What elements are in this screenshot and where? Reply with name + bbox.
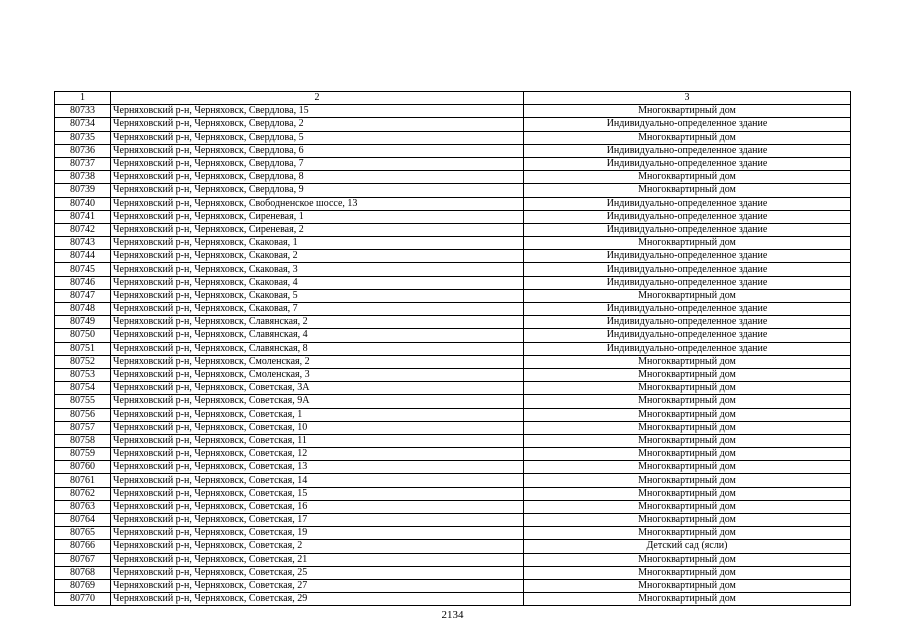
address-cell: Черняховский р-н, Черняховск, Советская, 19 bbox=[111, 527, 524, 540]
record-number-cell: 80768 bbox=[55, 566, 111, 579]
address-cell: Черняховский р-н, Черняховск, Смоленская, 2 bbox=[111, 355, 524, 368]
address-cell: Черняховский р-н, Черняховск, Советская, 25 bbox=[111, 566, 524, 579]
table-row bbox=[55, 144, 851, 157]
column-number-1: 1 bbox=[55, 92, 111, 105]
building-type-cell: Индивидуально-определенное здание bbox=[524, 276, 851, 289]
table-row bbox=[55, 566, 851, 579]
building-type-cell: Многоквартирный дом bbox=[524, 566, 851, 579]
record-number-cell: 80742 bbox=[55, 223, 111, 236]
building-type-cell: Многоквартирный дом bbox=[524, 289, 851, 302]
record-number-cell: 80751 bbox=[55, 342, 111, 355]
address-cell: Черняховский р-н, Черняховск, Скаковая, 7 bbox=[111, 303, 524, 316]
address-cell: Черняховский р-н, Черняховск, Советская, 14 bbox=[111, 474, 524, 487]
record-number-cell: 80749 bbox=[55, 316, 111, 329]
table-row bbox=[55, 368, 851, 381]
table-row bbox=[55, 276, 851, 289]
record-number-cell: 80757 bbox=[55, 421, 111, 434]
table-row bbox=[55, 448, 851, 461]
building-type-cell: Многоквартирный дом bbox=[524, 527, 851, 540]
address-cell: Черняховский р-н, Черняховск, Советская, 17 bbox=[111, 514, 524, 527]
table-row bbox=[55, 131, 851, 144]
record-number-cell: 80755 bbox=[55, 395, 111, 408]
table-row bbox=[55, 540, 851, 553]
record-number-cell: 80763 bbox=[55, 500, 111, 513]
record-number-cell: 80744 bbox=[55, 250, 111, 263]
record-number-cell: 80756 bbox=[55, 408, 111, 421]
table-row bbox=[55, 553, 851, 566]
building-type-cell: Многоквартирный дом bbox=[524, 448, 851, 461]
address-cell: Черняховский р-н, Черняховск, Советская, 21 bbox=[111, 553, 524, 566]
address-cell: Черняховский р-н, Черняховск, Советская, 29 bbox=[111, 593, 524, 606]
table-row bbox=[55, 434, 851, 447]
table-row bbox=[55, 355, 851, 368]
table-row bbox=[55, 210, 851, 223]
table-row bbox=[55, 237, 851, 250]
table-row bbox=[55, 197, 851, 210]
address-cell: Черняховский р-н, Черняховск, Советская, 3А bbox=[111, 382, 524, 395]
building-type-cell: Многоквартирный дом bbox=[524, 474, 851, 487]
table-row bbox=[55, 474, 851, 487]
building-type-cell: Многоквартирный дом bbox=[524, 105, 851, 118]
address-cell: Черняховский р-н, Черняховск, Советская, 16 bbox=[111, 500, 524, 513]
address-cell: Черняховский р-н, Черняховск, Свердлова, 15 bbox=[111, 105, 524, 118]
record-number-cell: 80765 bbox=[55, 527, 111, 540]
building-type-cell: Многоквартирный дом bbox=[524, 131, 851, 144]
address-cell: Черняховский р-н, Черняховск, Советская, 1 bbox=[111, 408, 524, 421]
table-row bbox=[55, 487, 851, 500]
building-type-cell: Индивидуально-определенное здание bbox=[524, 197, 851, 210]
table-row bbox=[55, 118, 851, 131]
record-number-cell: 80767 bbox=[55, 553, 111, 566]
building-type-cell: Многоквартирный дом bbox=[524, 184, 851, 197]
table-row bbox=[55, 263, 851, 276]
registry-table bbox=[54, 91, 851, 606]
table-row bbox=[55, 316, 851, 329]
building-type-cell: Индивидуально-определенное здание bbox=[524, 329, 851, 342]
table-row bbox=[55, 289, 851, 302]
address-cell: Черняховский р-н, Черняховск, Советская, 15 bbox=[111, 487, 524, 500]
building-type-cell: Индивидуально-определенное здание bbox=[524, 316, 851, 329]
building-type-cell: Многоквартирный дом bbox=[524, 395, 851, 408]
record-number-cell: 80759 bbox=[55, 448, 111, 461]
registry-table-body bbox=[55, 92, 851, 606]
building-type-cell: Индивидуально-определенное здание bbox=[524, 210, 851, 223]
building-type-cell: Многоквартирный дом bbox=[524, 421, 851, 434]
table-row bbox=[55, 500, 851, 513]
address-cell: Черняховский р-н, Черняховск, Свердлова, 7 bbox=[111, 157, 524, 170]
table-row bbox=[55, 223, 851, 236]
record-number-cell: 80770 bbox=[55, 593, 111, 606]
record-number-cell: 80750 bbox=[55, 329, 111, 342]
table-row bbox=[55, 421, 851, 434]
building-type-cell: Многоквартирный дом bbox=[524, 487, 851, 500]
table-row bbox=[55, 342, 851, 355]
building-type-cell: Многоквартирный дом bbox=[524, 553, 851, 566]
building-type-cell: Многоквартирный дом bbox=[524, 593, 851, 606]
building-type-cell: Многоквартирный дом bbox=[524, 434, 851, 447]
record-number-cell: 80769 bbox=[55, 579, 111, 592]
building-type-cell: Индивидуально-определенное здание bbox=[524, 303, 851, 316]
record-number-cell: 80747 bbox=[55, 289, 111, 302]
record-number-cell: 80736 bbox=[55, 144, 111, 157]
address-cell: Черняховский р-н, Черняховск, Скаковая, 4 bbox=[111, 276, 524, 289]
address-cell: Черняховский р-н, Черняховск, Советская, 27 bbox=[111, 579, 524, 592]
table-row bbox=[55, 593, 851, 606]
record-number-cell: 80743 bbox=[55, 237, 111, 250]
table-row bbox=[55, 157, 851, 170]
building-type-cell: Детский сад (ясли) bbox=[524, 540, 851, 553]
address-cell: Черняховский р-н, Черняховск, Советская, 12 bbox=[111, 448, 524, 461]
record-number-cell: 80733 bbox=[55, 105, 111, 118]
building-type-cell: Многоквартирный дом bbox=[524, 514, 851, 527]
record-number-cell: 80761 bbox=[55, 474, 111, 487]
record-number-cell: 80766 bbox=[55, 540, 111, 553]
address-cell: Черняховский р-н, Черняховск, Советская, 11 bbox=[111, 434, 524, 447]
building-type-cell: Индивидуально-определенное здание bbox=[524, 157, 851, 170]
address-cell: Черняховский р-н, Черняховск, Скаковая, 1 bbox=[111, 237, 524, 250]
table-row bbox=[55, 303, 851, 316]
record-number-cell: 80754 bbox=[55, 382, 111, 395]
record-number-cell: 80740 bbox=[55, 197, 111, 210]
table-row bbox=[55, 461, 851, 474]
building-type-cell: Индивидуально-определенное здание bbox=[524, 223, 851, 236]
address-cell: Черняховский р-н, Черняховск, Скаковая, 2 bbox=[111, 250, 524, 263]
address-cell: Черняховский р-н, Черняховск, Советская, 9А bbox=[111, 395, 524, 408]
building-type-cell: Многоквартирный дом bbox=[524, 408, 851, 421]
building-type-cell: Индивидуально-определенное здание bbox=[524, 250, 851, 263]
building-type-cell: Индивидуально-определенное здание bbox=[524, 342, 851, 355]
address-cell: Черняховский р-н, Черняховск, Скаковая, 3 bbox=[111, 263, 524, 276]
record-number-cell: 80752 bbox=[55, 355, 111, 368]
address-cell: Черняховский р-н, Черняховск, Сиреневая, 2 bbox=[111, 223, 524, 236]
address-cell: Черняховский р-н, Черняховск, Скаковая, 5 bbox=[111, 289, 524, 302]
address-cell: Черняховский р-н, Черняховск, Советская, 10 bbox=[111, 421, 524, 434]
building-type-cell: Многоквартирный дом bbox=[524, 237, 851, 250]
address-cell: Черняховский р-н, Черняховск, Славянская, 4 bbox=[111, 329, 524, 342]
building-type-cell: Многоквартирный дом bbox=[524, 355, 851, 368]
record-number-cell: 80753 bbox=[55, 368, 111, 381]
table-row bbox=[55, 329, 851, 342]
table-row bbox=[55, 408, 851, 421]
address-cell: Черняховский р-н, Черняховск, Свободненское шоссе, 13 bbox=[111, 197, 524, 210]
column-number-3: 3 bbox=[524, 92, 851, 105]
page-number: 2134 bbox=[441, 609, 464, 621]
building-type-cell: Многоквартирный дом bbox=[524, 171, 851, 184]
table-row bbox=[55, 250, 851, 263]
table-row bbox=[55, 382, 851, 395]
record-number-cell: 80737 bbox=[55, 157, 111, 170]
address-cell: Черняховский р-н, Черняховск, Советская, 2 bbox=[111, 540, 524, 553]
building-type-cell: Индивидуально-определенное здание bbox=[524, 144, 851, 157]
record-number-cell: 80764 bbox=[55, 514, 111, 527]
building-type-cell: Многоквартирный дом bbox=[524, 579, 851, 592]
address-cell: Черняховский р-н, Черняховск, Советская, 13 bbox=[111, 461, 524, 474]
record-number-cell: 80758 bbox=[55, 434, 111, 447]
record-number-cell: 80738 bbox=[55, 171, 111, 184]
table-row bbox=[55, 579, 851, 592]
table-row bbox=[55, 105, 851, 118]
building-type-cell: Многоквартирный дом bbox=[524, 461, 851, 474]
address-cell: Черняховский р-н, Черняховск, Свердлова, 5 bbox=[111, 131, 524, 144]
building-type-cell: Индивидуально-определенное здание bbox=[524, 118, 851, 131]
address-cell: Черняховский р-н, Черняховск, Свердлова, 2 bbox=[111, 118, 524, 131]
table-row bbox=[55, 395, 851, 408]
address-cell: Черняховский р-н, Черняховск, Свердлова, 9 bbox=[111, 184, 524, 197]
address-cell: Черняховский р-н, Черняховск, Свердлова, 8 bbox=[111, 171, 524, 184]
column-number-2: 2 bbox=[111, 92, 524, 105]
address-cell: Черняховский р-н, Черняховск, Сиреневая, 1 bbox=[111, 210, 524, 223]
building-type-cell: Многоквартирный дом bbox=[524, 368, 851, 381]
record-number-cell: 80741 bbox=[55, 210, 111, 223]
building-type-cell: Многоквартирный дом bbox=[524, 382, 851, 395]
address-cell: Черняховский р-н, Черняховск, Свердлова, 6 bbox=[111, 144, 524, 157]
record-number-cell: 80748 bbox=[55, 303, 111, 316]
table-row bbox=[55, 527, 851, 540]
table-row bbox=[55, 171, 851, 184]
table-row bbox=[55, 184, 851, 197]
record-number-cell: 80746 bbox=[55, 276, 111, 289]
record-number-cell: 80760 bbox=[55, 461, 111, 474]
building-type-cell: Индивидуально-определенное здание bbox=[524, 263, 851, 276]
column-number-row bbox=[55, 92, 851, 105]
record-number-cell: 80734 bbox=[55, 118, 111, 131]
record-number-cell: 80735 bbox=[55, 131, 111, 144]
address-cell: Черняховский р-н, Черняховск, Славянская, 8 bbox=[111, 342, 524, 355]
building-type-cell: Многоквартирный дом bbox=[524, 500, 851, 513]
record-number-cell: 80762 bbox=[55, 487, 111, 500]
record-number-cell: 80739 bbox=[55, 184, 111, 197]
address-cell: Черняховский р-н, Черняховск, Смоленская, 3 bbox=[111, 368, 524, 381]
table-row bbox=[55, 514, 851, 527]
record-number-cell: 80745 bbox=[55, 263, 111, 276]
address-cell: Черняховский р-н, Черняховск, Славянская, 2 bbox=[111, 316, 524, 329]
